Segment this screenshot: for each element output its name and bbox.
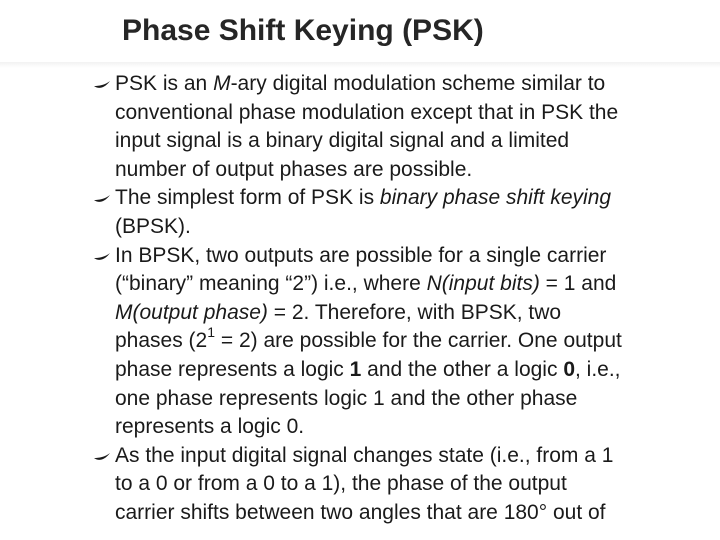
bullet-line: (BPSK). bbox=[115, 214, 191, 238]
text-run: = 2) are possible for the carrier. One output bbox=[215, 329, 622, 353]
bullet-line: input signal is a binary digital signal and a limited bbox=[115, 129, 570, 153]
italic-run: M(output phase) bbox=[115, 300, 268, 324]
swoosh-bullet-icon bbox=[93, 184, 111, 212]
bullet-line: number of output phases are possible. bbox=[115, 157, 473, 181]
bullet-phase-change bbox=[93, 442, 703, 528]
swoosh-bullet-icon bbox=[93, 242, 111, 270]
bullet-line bbox=[115, 270, 703, 299]
bullet-line bbox=[115, 356, 703, 385]
title-underline bbox=[0, 62, 720, 68]
bullet-line bbox=[115, 299, 703, 328]
text-run: -ary digital modulation scheme similar to bbox=[230, 72, 606, 95]
bold-run: 0 bbox=[563, 357, 575, 381]
bullet-line: to a 0 or from a 0 to a 1), the phase of the output bbox=[115, 472, 567, 496]
slide-body bbox=[93, 70, 703, 528]
text-run: phases (2 bbox=[115, 329, 208, 353]
italic-run: M bbox=[213, 72, 231, 95]
bullet-line: conventional phase modulation except that in PSK the bbox=[115, 100, 619, 124]
bullet-line: carrier shifts between two angles that are 180° out of bbox=[115, 500, 606, 524]
swoosh-bullet-icon bbox=[93, 442, 111, 470]
bullet-bpsk-outputs bbox=[93, 242, 703, 442]
text-run: PSK is an bbox=[115, 72, 214, 95]
text-run: The simplest form of PSK is bbox=[115, 186, 380, 210]
bullet-bpsk-simplest bbox=[93, 184, 703, 241]
text-run: = 2. Therefore, with BPSK, two bbox=[267, 300, 562, 324]
bold-run: 1 bbox=[349, 357, 362, 381]
bullet-line: In BPSK, two outputs are possible for a single carrier bbox=[115, 243, 607, 267]
text-run: = 1 and bbox=[539, 272, 617, 296]
text-run: and the other a logic bbox=[361, 357, 564, 381]
slide-title: Phase Shift Keying (PSK) bbox=[122, 14, 484, 47]
bullet-line: one phase represents logic 1 and the other phase bbox=[115, 386, 578, 410]
text-run: phase represents a logic bbox=[115, 357, 350, 381]
text-run: (“binary” meaning “2”) i.e., where bbox=[115, 272, 427, 296]
bullet-line bbox=[115, 324, 703, 356]
bullet-psk-definition bbox=[93, 70, 703, 184]
italic-run: N(input bits) bbox=[426, 272, 540, 296]
bullet-line bbox=[115, 184, 703, 213]
italic-run: binary phase shift keying bbox=[379, 186, 612, 210]
bullet-line bbox=[115, 70, 703, 99]
swoosh-bullet-icon bbox=[93, 70, 111, 98]
bullet-line: As the input digital signal changes state (i.e., from a 1 bbox=[115, 443, 614, 467]
text-run: , i.e., bbox=[575, 357, 621, 381]
superscript: 1 bbox=[207, 324, 216, 341]
bullet-line: represents a logic 0. bbox=[115, 415, 305, 439]
